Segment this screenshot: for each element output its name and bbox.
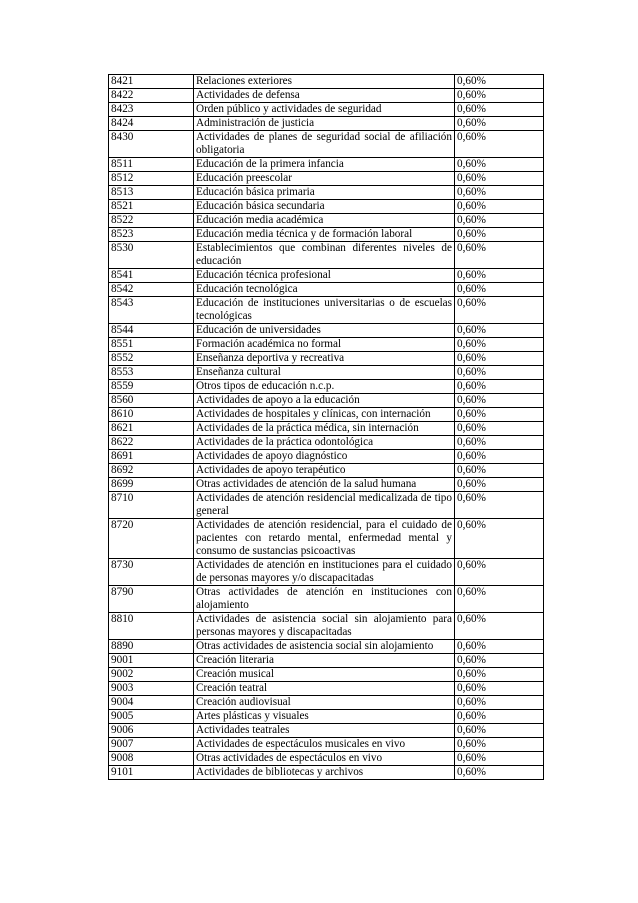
table-row: [109, 738, 544, 752]
rate-cell: 0,60%: [455, 559, 544, 586]
activity-code-cell: 8559: [109, 380, 194, 394]
rate-cell: 0,60%: [455, 586, 544, 613]
rate-cell: 0,60%: [455, 89, 544, 103]
activity-code-cell: 8790: [109, 586, 194, 613]
activity-description-cell: Actividades de bibliotecas y archivos: [194, 766, 455, 780]
activity-description-cell: Otros tipos de educación n.c.p.: [194, 380, 455, 394]
activity-code-cell: 8890: [109, 640, 194, 654]
rate-cell: 0,60%: [455, 613, 544, 640]
activity-code-cell: 8621: [109, 422, 194, 436]
rate-cell: 0,60%: [455, 654, 544, 668]
table-row: [109, 75, 544, 89]
table-row: [109, 654, 544, 668]
activity-description-cell: Actividades de apoyo a la educación: [194, 394, 455, 408]
activity-description-cell: Relaciones exteriores: [194, 75, 455, 89]
activity-code-cell: 8430: [109, 131, 194, 158]
rate-cell: 0,60%: [455, 682, 544, 696]
activity-code-cell: 8513: [109, 186, 194, 200]
activity-code-cell: 8552: [109, 352, 194, 366]
table-row: [109, 450, 544, 464]
activity-description-cell: Actividades de planes de seguridad social de afiliación obligatoria: [194, 131, 455, 158]
activity-description-cell: Enseñanza deportiva y recreativa: [194, 352, 455, 366]
table-row: [109, 478, 544, 492]
activity-code-cell: 9006: [109, 724, 194, 738]
activity-description-cell: Creación musical: [194, 668, 455, 682]
table-row: [109, 89, 544, 103]
table-row: [109, 696, 544, 710]
activity-description-cell: Creación literaria: [194, 654, 455, 668]
rate-cell: 0,60%: [455, 297, 544, 324]
activity-description-cell: Administración de justicia: [194, 117, 455, 131]
activity-description-cell: Educación básica primaria: [194, 186, 455, 200]
activity-code-cell: 8522: [109, 214, 194, 228]
activity-description-cell: Formación académica no formal: [194, 338, 455, 352]
activity-description-cell: Creación audiovisual: [194, 696, 455, 710]
activity-rate-table-container: [108, 74, 532, 780]
table-row: [109, 492, 544, 519]
activity-code-cell: 8692: [109, 464, 194, 478]
activity-code-cell: 8720: [109, 519, 194, 559]
rate-cell: 0,60%: [455, 436, 544, 450]
activity-code-cell: 8421: [109, 75, 194, 89]
table-row: [109, 228, 544, 242]
table-row: [109, 242, 544, 269]
activity-description-cell: Educación de universidades: [194, 324, 455, 338]
activity-description-cell: Otras actividades de espectáculos en vivo: [194, 752, 455, 766]
table-row: [109, 324, 544, 338]
rate-cell: 0,60%: [455, 752, 544, 766]
table-row: [109, 172, 544, 186]
table-row: [109, 559, 544, 586]
activity-description-cell: Actividades de la práctica médica, sin internación: [194, 422, 455, 436]
table-row: [109, 103, 544, 117]
table-row: [109, 766, 544, 780]
rate-cell: 0,60%: [455, 724, 544, 738]
activity-code-cell: 8542: [109, 283, 194, 297]
activity-description-cell: Orden público y actividades de seguridad: [194, 103, 455, 117]
activity-code-cell: 8523: [109, 228, 194, 242]
rate-cell: 0,60%: [455, 710, 544, 724]
activity-code-cell: 8710: [109, 492, 194, 519]
activity-code-cell: 8423: [109, 103, 194, 117]
activity-code-cell: 8544: [109, 324, 194, 338]
table-row: [109, 131, 544, 158]
rate-cell: 0,60%: [455, 214, 544, 228]
table-row: [109, 682, 544, 696]
activity-description-cell: Otras actividades de atención en instituciones con alojamiento: [194, 586, 455, 613]
activity-description-cell: Educación media técnica y de formación laboral: [194, 228, 455, 242]
activity-description-cell: Actividades de atención residencial, para el cuidado de pacientes con retardo mental, enfermedad mental y consumo de sustancias psicoactivas: [194, 519, 455, 559]
rate-cell: 0,60%: [455, 242, 544, 269]
activity-code-cell: 9001: [109, 654, 194, 668]
rate-cell: 0,60%: [455, 766, 544, 780]
table-row: [109, 269, 544, 283]
activity-code-cell: 8810: [109, 613, 194, 640]
activity-code-cell: 8511: [109, 158, 194, 172]
rate-cell: 0,60%: [455, 408, 544, 422]
table-body: [109, 75, 544, 780]
rate-cell: 0,60%: [455, 422, 544, 436]
table-row: [109, 186, 544, 200]
activity-code-cell: 9005: [109, 710, 194, 724]
rate-cell: 0,60%: [455, 492, 544, 519]
rate-cell: 0,60%: [455, 738, 544, 752]
rate-cell: 0,60%: [455, 172, 544, 186]
activity-code-cell: 8424: [109, 117, 194, 131]
rate-cell: 0,60%: [455, 394, 544, 408]
activity-code-cell: 8699: [109, 478, 194, 492]
activity-code-cell: 8622: [109, 436, 194, 450]
rate-cell: 0,60%: [455, 75, 544, 89]
activity-description-cell: Actividades de hospitales y clínicas, con internación: [194, 408, 455, 422]
table-row: [109, 752, 544, 766]
table-row: [109, 380, 544, 394]
activity-description-cell: Actividades de atención en instituciones para el cuidado de personas mayores y/o discapacitadas: [194, 559, 455, 586]
activity-code-cell: 8553: [109, 366, 194, 380]
table-row: [109, 338, 544, 352]
activity-code-cell: 8551: [109, 338, 194, 352]
activity-description-cell: Actividades de la práctica odontológica: [194, 436, 455, 450]
rate-cell: 0,60%: [455, 158, 544, 172]
activity-description-cell: Actividades de apoyo diagnóstico: [194, 450, 455, 464]
activity-description-cell: Otras actividades de atención de la salud humana: [194, 478, 455, 492]
activity-code-cell: 8543: [109, 297, 194, 324]
table-row: [109, 710, 544, 724]
activity-description-cell: Educación media académica: [194, 214, 455, 228]
activity-code-cell: 8610: [109, 408, 194, 422]
activity-description-cell: Enseñanza cultural: [194, 366, 455, 380]
table-row: [109, 408, 544, 422]
rate-cell: 0,60%: [455, 186, 544, 200]
rate-cell: 0,60%: [455, 103, 544, 117]
rate-cell: 0,60%: [455, 640, 544, 654]
table-row: [109, 158, 544, 172]
table-row: [109, 613, 544, 640]
table-row: [109, 464, 544, 478]
activity-description-cell: Actividades teatrales: [194, 724, 455, 738]
activity-description-cell: Actividades de atención residencial medicalizada de tipo general: [194, 492, 455, 519]
activity-description-cell: Educación tecnológica: [194, 283, 455, 297]
activity-code-cell: 8512: [109, 172, 194, 186]
table-row: [109, 586, 544, 613]
rate-cell: 0,60%: [455, 366, 544, 380]
rate-cell: 0,60%: [455, 352, 544, 366]
rate-cell: 0,60%: [455, 324, 544, 338]
activity-code-cell: 8422: [109, 89, 194, 103]
activity-code-cell: 8691: [109, 450, 194, 464]
table-row: [109, 297, 544, 324]
activity-code-cell: 9003: [109, 682, 194, 696]
table-row: [109, 366, 544, 380]
rate-cell: 0,60%: [455, 269, 544, 283]
table-row: [109, 724, 544, 738]
activity-description-cell: Actividades de asistencia social sin alojamiento para personas mayores y discapacitadas: [194, 613, 455, 640]
activity-code-cell: 8530: [109, 242, 194, 269]
activity-code-cell: 8560: [109, 394, 194, 408]
activity-code-cell: 9008: [109, 752, 194, 766]
rate-cell: 0,60%: [455, 450, 544, 464]
activity-code-cell: 8541: [109, 269, 194, 283]
table-row: [109, 519, 544, 559]
rate-cell: 0,60%: [455, 338, 544, 352]
rate-cell: 0,60%: [455, 228, 544, 242]
activity-code-cell: 9004: [109, 696, 194, 710]
activity-description-cell: Establecimientos que combinan diferentes niveles de educación: [194, 242, 455, 269]
table-row: [109, 422, 544, 436]
table-row: [109, 640, 544, 654]
rate-cell: 0,60%: [455, 117, 544, 131]
activity-code-cell: 9007: [109, 738, 194, 752]
activity-description-cell: Educación técnica profesional: [194, 269, 455, 283]
rate-cell: 0,60%: [455, 380, 544, 394]
activity-description-cell: Actividades de espectáculos musicales en vivo: [194, 738, 455, 752]
activity-description-cell: Educación de la primera infancia: [194, 158, 455, 172]
rate-cell: 0,60%: [455, 478, 544, 492]
table-row: [109, 200, 544, 214]
activity-code-cell: 9101: [109, 766, 194, 780]
rate-cell: 0,60%: [455, 283, 544, 297]
activity-description-cell: Creación teatral: [194, 682, 455, 696]
activity-description-cell: Educación básica secundaria: [194, 200, 455, 214]
table-row: [109, 352, 544, 366]
table-row: [109, 436, 544, 450]
rate-cell: 0,60%: [455, 464, 544, 478]
activity-code-cell: 8730: [109, 559, 194, 586]
activity-description-cell: Educación de instituciones universitarias o de escuelas tecnológicas: [194, 297, 455, 324]
activity-description-cell: Educación preescolar: [194, 172, 455, 186]
activity-description-cell: Otras actividades de asistencia social sin alojamiento: [194, 640, 455, 654]
rate-cell: 0,60%: [455, 668, 544, 682]
rate-cell: 0,60%: [455, 200, 544, 214]
table-row: [109, 668, 544, 682]
table-row: [109, 117, 544, 131]
activity-rate-table: [108, 74, 544, 780]
activity-description-cell: Actividades de defensa: [194, 89, 455, 103]
activity-code-cell: 8521: [109, 200, 194, 214]
table-row: [109, 283, 544, 297]
rate-cell: 0,60%: [455, 696, 544, 710]
activity-description-cell: Actividades de apoyo terapéutico: [194, 464, 455, 478]
activity-description-cell: Artes plásticas y visuales: [194, 710, 455, 724]
table-row: [109, 394, 544, 408]
rate-cell: 0,60%: [455, 519, 544, 559]
table-row: [109, 214, 544, 228]
rate-cell: 0,60%: [455, 131, 544, 158]
activity-code-cell: 9002: [109, 668, 194, 682]
